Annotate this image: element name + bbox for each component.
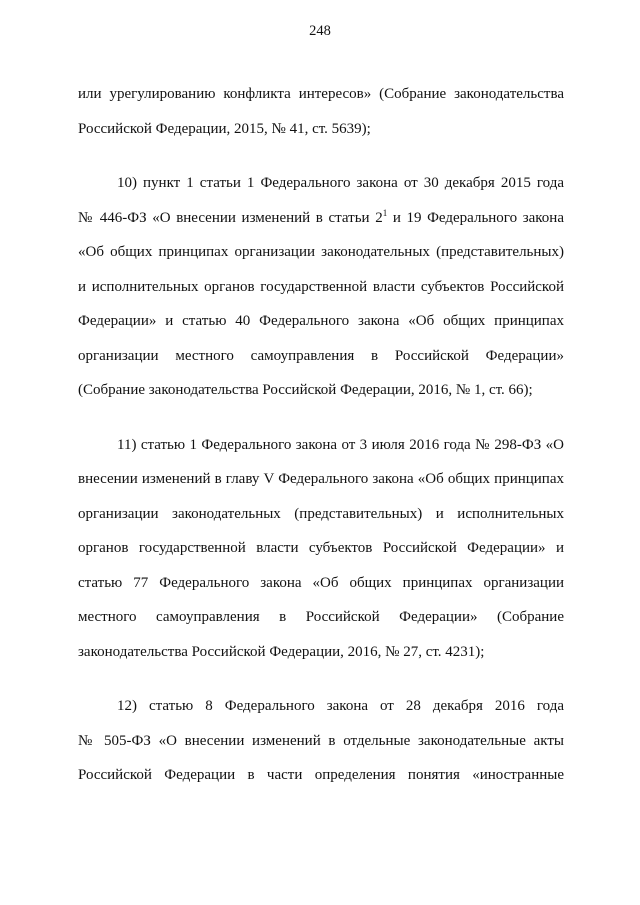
- text-line: Федерации» и статью 40 Федерального закона «Об общих принципах: [78, 313, 564, 329]
- superscript: 1: [382, 207, 388, 218]
- page-number: 248: [309, 23, 331, 39]
- text-line: и исполнительных органов государственной власти субъектов Российской: [78, 278, 564, 295]
- text-segment: № 446-ФЗ «О внесении изменений в статьи 2: [78, 209, 383, 226]
- paragraph-continuation: [78, 77, 564, 146]
- text-line: органов государственной власти субъектов Российской Федерации» и: [78, 540, 564, 556]
- text-line: 12) статью 8 Федерального закона от 28 декабря 2016 года: [117, 698, 564, 714]
- text-line: 10) пункт 1 статьи 1 Федерального закона от 30 декабря 2015 года: [117, 175, 564, 191]
- text-line: законодательства Российской Федерации, 2016, № 27, ст. 4231);: [78, 643, 485, 660]
- text-line: «Об общих принципах организации законодательных (представительных): [78, 244, 564, 260]
- text-line: № 505-ФЗ «О внесении изменений в отдельные законодательные акты: [78, 732, 564, 749]
- document-body: [78, 77, 564, 813]
- paragraph-item-11: [78, 428, 564, 670]
- text-line: Российской Федерации в части определения понятия «иностранные: [78, 767, 564, 783]
- text-line: статью 77 Федерального закона «Об общих принципах организации: [78, 574, 564, 591]
- text-line: 11) статью 1 Федерального закона от 3 июля 2016 года № 298-ФЗ «О: [117, 436, 564, 453]
- text-line: внесении изменений в главу V Федерального закона «Об общих принципах: [78, 471, 564, 487]
- text-line: Российской Федерации, 2015, № 41, ст. 5639);: [78, 120, 371, 137]
- text-line: организации местного самоуправления в Российской Федерации»: [78, 347, 564, 364]
- paragraph-item-10: [78, 166, 564, 408]
- text-line: местного самоуправления в Российской Федерации» (Собрание: [78, 609, 564, 625]
- paragraph-item-12: [78, 689, 564, 793]
- text-line: или урегулированию конфликта интересов» (Собрание законодательства: [78, 86, 564, 102]
- text-line: (Собрание законодательства Российской Федерации, 2016, № 1, ст. 66);: [78, 382, 533, 398]
- text-line-with-superscript: [78, 201, 564, 236]
- text-segment: и 19 Федерального закона: [387, 209, 564, 226]
- text-line: организации законодательных (представительных) и исполнительных: [78, 505, 564, 522]
